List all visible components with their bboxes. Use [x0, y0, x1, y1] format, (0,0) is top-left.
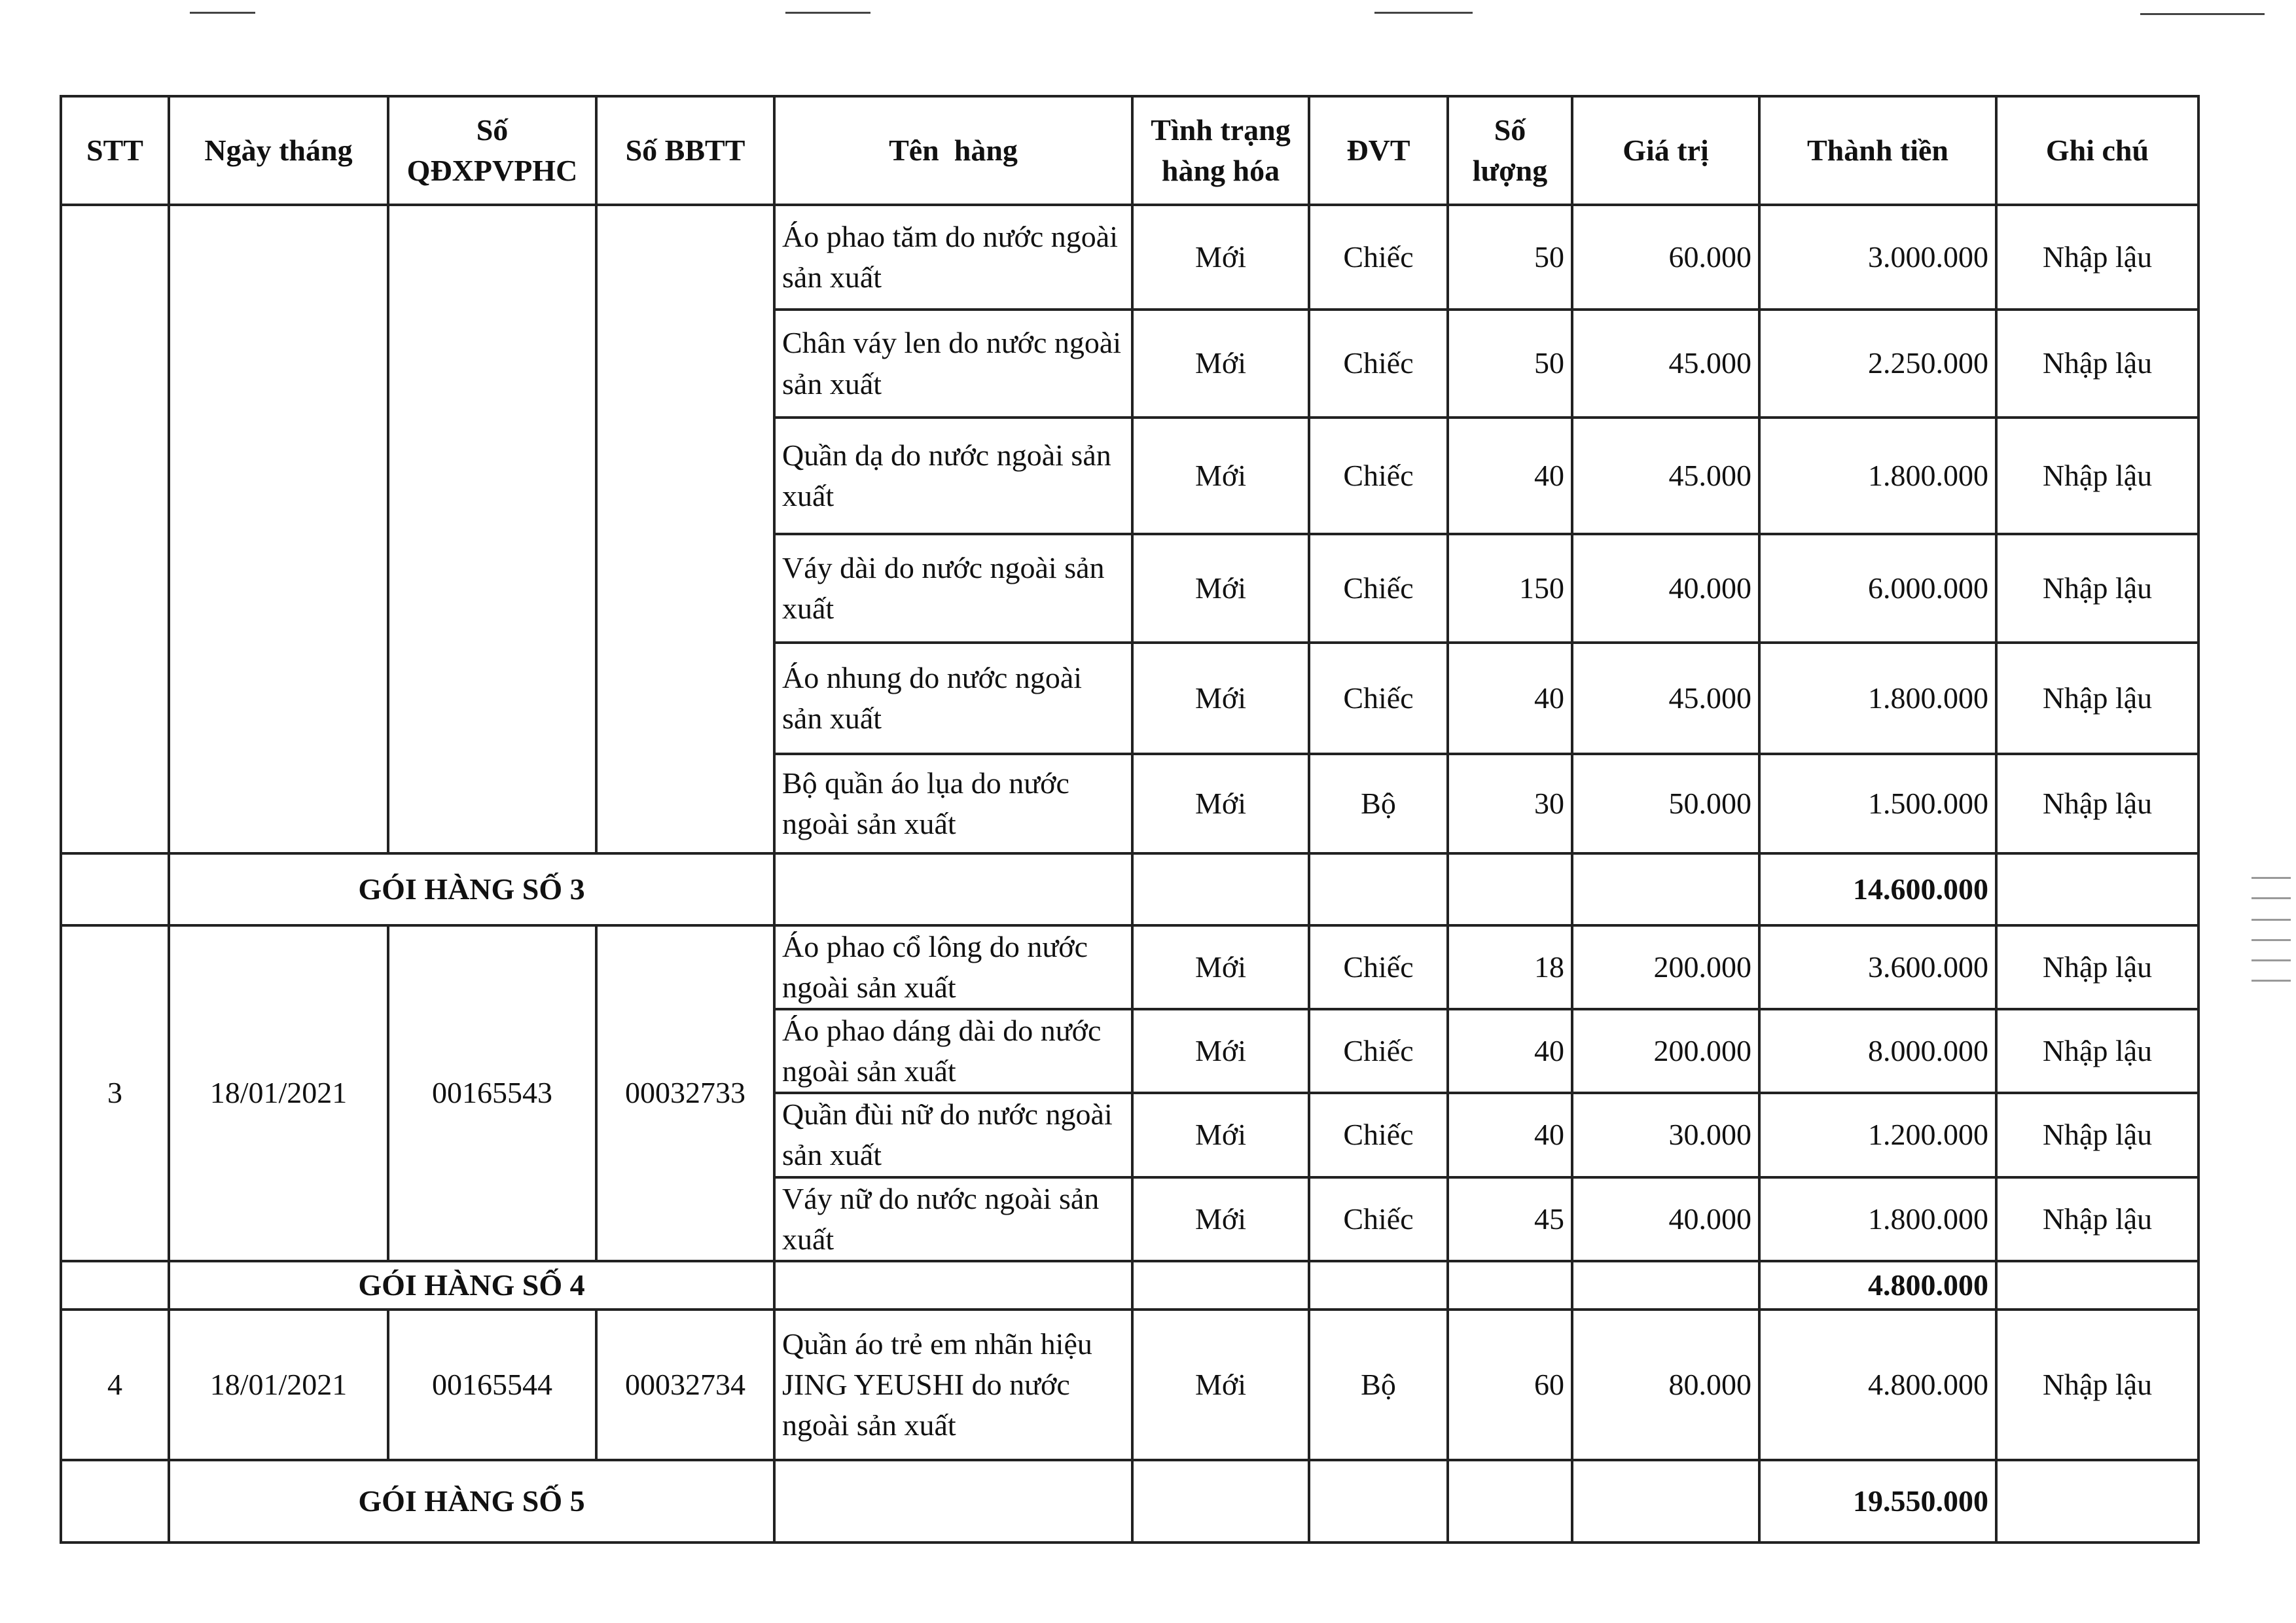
cell-item-status: Mới — [1132, 754, 1309, 853]
cell-stt: 3 — [61, 925, 169, 1261]
cell-empty — [1996, 1460, 2198, 1543]
cell-empty — [1572, 853, 1759, 925]
cell-empty — [774, 1261, 1132, 1310]
table-row — [61, 1310, 2198, 1460]
cell-item-status: Mới — [1132, 310, 1309, 418]
header-gia-tri: Giá trị — [1572, 96, 1759, 205]
cell-item-status: Mới — [1132, 643, 1309, 754]
package-total: 19.550.000 — [1759, 1460, 1996, 1543]
cell-item-name: Áo nhung do nước ngoài sản xuất — [774, 643, 1132, 754]
header-dvt: ĐVT — [1309, 96, 1448, 205]
cell-item-amount: 1.500.000 — [1759, 754, 1996, 853]
cell-item-unit: Chiếc — [1309, 1177, 1448, 1261]
cell-item-status: Mới — [1132, 1310, 1309, 1460]
cell-empty — [61, 1261, 169, 1310]
cell-item-price: 200.000 — [1572, 925, 1759, 1009]
cell-item-note: Nhập lậu — [1996, 205, 2198, 310]
cell-item-name: Váy nữ do nước ngoài sản xuất — [774, 1177, 1132, 1261]
cell-item-qty: 40 — [1448, 1009, 1572, 1093]
cell-empty — [1996, 853, 2198, 925]
cell-item-note: Nhập lậu — [1996, 418, 2198, 534]
package-total: 4.800.000 — [1759, 1261, 1996, 1310]
cell-bbtt-number: 00032734 — [596, 1310, 774, 1460]
cell-item-price: 60.000 — [1572, 205, 1759, 310]
cell-date: 18/01/2021 — [169, 1310, 388, 1460]
cell-item-qty: 40 — [1448, 1093, 1572, 1177]
cell-item-qty: 40 — [1448, 643, 1572, 754]
table-header-row — [61, 96, 2198, 205]
cell-item-amount: 8.000.000 — [1759, 1009, 1996, 1093]
cell-empty — [1132, 853, 1309, 925]
cell-empty — [1572, 1460, 1759, 1543]
cell-empty — [61, 1460, 169, 1543]
cell-item-qty: 18 — [1448, 925, 1572, 1009]
cell-empty — [1996, 1261, 2198, 1310]
cell-empty — [1448, 1261, 1572, 1310]
cell-empty — [1309, 1261, 1448, 1310]
cell-empty — [774, 1460, 1132, 1543]
cell-item-note: Nhập lậu — [1996, 1009, 2198, 1093]
cell-item-status: Mới — [1132, 418, 1309, 534]
cell-item-note: Nhập lậu — [1996, 1093, 2198, 1177]
header-ngay-thang: Ngày tháng — [169, 96, 388, 205]
cell-item-unit: Chiếc — [1309, 925, 1448, 1009]
cell-item-name: Chân váy len do nước ngoài sản xuất — [774, 310, 1132, 418]
package-total: 14.600.000 — [1759, 853, 1996, 925]
cell-item-note: Nhập lậu — [1996, 310, 2198, 418]
cell-stt: 4 — [61, 1310, 169, 1460]
package-label: GÓI HÀNG SỐ 3 — [169, 853, 774, 925]
header-thanh-tien: Thành tiền — [1759, 96, 1996, 205]
cell-date: 18/01/2021 — [169, 925, 388, 1261]
cell-item-unit: Chiếc — [1309, 1093, 1448, 1177]
cell-item-unit: Chiếc — [1309, 310, 1448, 418]
cell-item-amount: 3.600.000 — [1759, 925, 1996, 1009]
cell-item-unit: Chiếc — [1309, 205, 1448, 310]
cell-item-status: Mới — [1132, 205, 1309, 310]
header-so-luong-line1: Số — [1494, 113, 1526, 147]
cell-empty — [1572, 1261, 1759, 1310]
cell-qd-number: 00165543 — [388, 925, 596, 1261]
cell-bbtt-number: 00032733 — [596, 925, 774, 1261]
goods-table-container — [60, 95, 2197, 1544]
cell-item-name: Áo phao dáng dài do nước ngoài sản xuất — [774, 1009, 1132, 1093]
cell-item-note: Nhập lậu — [1996, 534, 2198, 643]
cell-empty — [774, 853, 1132, 925]
cell-item-qty: 40 — [1448, 418, 1572, 534]
cell-item-qty: 60 — [1448, 1310, 1572, 1460]
table-row — [61, 205, 2198, 310]
cell-empty — [1309, 1460, 1448, 1543]
cell-item-name: Quần áo trẻ em nhãn hiệu JING YEUSHI do nước ngoài sản xuất — [774, 1310, 1132, 1460]
cell-item-price: 45.000 — [1572, 310, 1759, 418]
cell-item-price: 30.000 — [1572, 1093, 1759, 1177]
cell-item-unit: Bộ — [1309, 754, 1448, 853]
header-so-qdxpvphc-line2: QĐXPVPHC — [406, 154, 578, 187]
cell-item-name: Áo phao tăm do nước ngoài sản xuất — [774, 205, 1132, 310]
header-so-luong-line2: lượng — [1472, 154, 1548, 187]
cell-stt-empty — [61, 205, 169, 853]
scan-artifact-line — [2140, 13, 2265, 15]
cell-empty — [1309, 853, 1448, 925]
cell-empty — [1448, 853, 1572, 925]
cell-item-price: 80.000 — [1572, 1310, 1759, 1460]
cell-item-unit: Chiếc — [1309, 643, 1448, 754]
package-label: GÓI HÀNG SỐ 5 — [169, 1460, 774, 1543]
header-so-bbtt: Số BBTT — [596, 96, 774, 205]
cell-item-amount: 1.800.000 — [1759, 1177, 1996, 1261]
cell-item-status: Mới — [1132, 534, 1309, 643]
cell-item-amount: 2.250.000 — [1759, 310, 1996, 418]
cell-item-name: Bộ quần áo lụa do nước ngoài sản xuất — [774, 754, 1132, 853]
cell-item-status: Mới — [1132, 1093, 1309, 1177]
scan-artifact-line — [1374, 12, 1473, 14]
cell-item-qty: 150 — [1448, 534, 1572, 643]
cell-item-price: 50.000 — [1572, 754, 1759, 853]
header-stt: STT — [61, 96, 169, 205]
cell-item-name: Áo phao cổ lông do nước ngoài sản xuất — [774, 925, 1132, 1009]
cell-qd-empty — [388, 205, 596, 853]
cell-item-amount: 4.800.000 — [1759, 1310, 1996, 1460]
cell-item-status: Mới — [1132, 925, 1309, 1009]
cell-item-unit: Bộ — [1309, 1310, 1448, 1460]
header-so-qdxpvphc — [388, 96, 596, 205]
cell-item-price: 45.000 — [1572, 643, 1759, 754]
package-subtotal-row — [61, 1460, 2198, 1543]
cell-item-amount: 1.800.000 — [1759, 643, 1996, 754]
cell-item-amount: 1.200.000 — [1759, 1093, 1996, 1177]
header-ghi-chu: Ghi chú — [1996, 96, 2198, 205]
header-ten-hang: Tên hàng — [774, 96, 1132, 205]
cell-item-price: 40.000 — [1572, 1177, 1759, 1261]
cell-item-unit: Chiếc — [1309, 534, 1448, 643]
scan-artifact-line — [785, 12, 870, 14]
cell-item-qty: 50 — [1448, 205, 1572, 310]
scan-artifact-line — [190, 12, 255, 14]
cell-item-amount: 1.800.000 — [1759, 418, 1996, 534]
cell-item-amount: 3.000.000 — [1759, 205, 1996, 310]
cell-item-status: Mới — [1132, 1177, 1309, 1261]
cell-item-qty: 50 — [1448, 310, 1572, 418]
cell-item-unit: Chiếc — [1309, 418, 1448, 534]
cell-item-qty: 30 — [1448, 754, 1572, 853]
cell-item-price: 200.000 — [1572, 1009, 1759, 1093]
cell-item-status: Mới — [1132, 1009, 1309, 1093]
cell-empty — [1132, 1261, 1309, 1310]
cell-empty — [61, 853, 169, 925]
cell-item-amount: 6.000.000 — [1759, 534, 1996, 643]
cell-date-empty — [169, 205, 388, 853]
table-row — [61, 925, 2198, 1009]
cell-item-name: Quần dạ do nước ngoài sản xuất — [774, 418, 1132, 534]
header-tinh-trang-line1: Tình trạng — [1151, 113, 1291, 147]
cell-item-note: Nhập lậu — [1996, 754, 2198, 853]
cell-empty — [1132, 1460, 1309, 1543]
goods-table — [60, 95, 2200, 1544]
cell-item-qty: 45 — [1448, 1177, 1572, 1261]
cell-item-price: 40.000 — [1572, 534, 1759, 643]
cell-qd-number: 00165544 — [388, 1310, 596, 1460]
cell-item-name: Quần đùi nữ do nước ngoài sản xuất — [774, 1093, 1132, 1177]
header-so-luong — [1448, 96, 1572, 205]
package-label: GÓI HÀNG SỐ 4 — [169, 1261, 774, 1310]
cell-item-note: Nhập lậu — [1996, 925, 2198, 1009]
cell-item-note: Nhập lậu — [1996, 1177, 2198, 1261]
cell-bbtt-empty — [596, 205, 774, 853]
cell-item-price: 45.000 — [1572, 418, 1759, 534]
cell-empty — [1448, 1460, 1572, 1543]
cell-item-note: Nhập lậu — [1996, 643, 2198, 754]
scan-edge-artifact — [2251, 877, 2291, 982]
cell-item-unit: Chiếc — [1309, 1009, 1448, 1093]
header-tinh-trang-line2: hàng hóa — [1161, 154, 1280, 187]
cell-item-note: Nhập lậu — [1996, 1310, 2198, 1460]
header-tinh-trang — [1132, 96, 1309, 205]
package-subtotal-row — [61, 1261, 2198, 1310]
package-subtotal-row — [61, 853, 2198, 925]
cell-item-name: Váy dài do nước ngoài sản xuất — [774, 534, 1132, 643]
header-so-qdxpvphc-line1: Số — [476, 113, 509, 147]
